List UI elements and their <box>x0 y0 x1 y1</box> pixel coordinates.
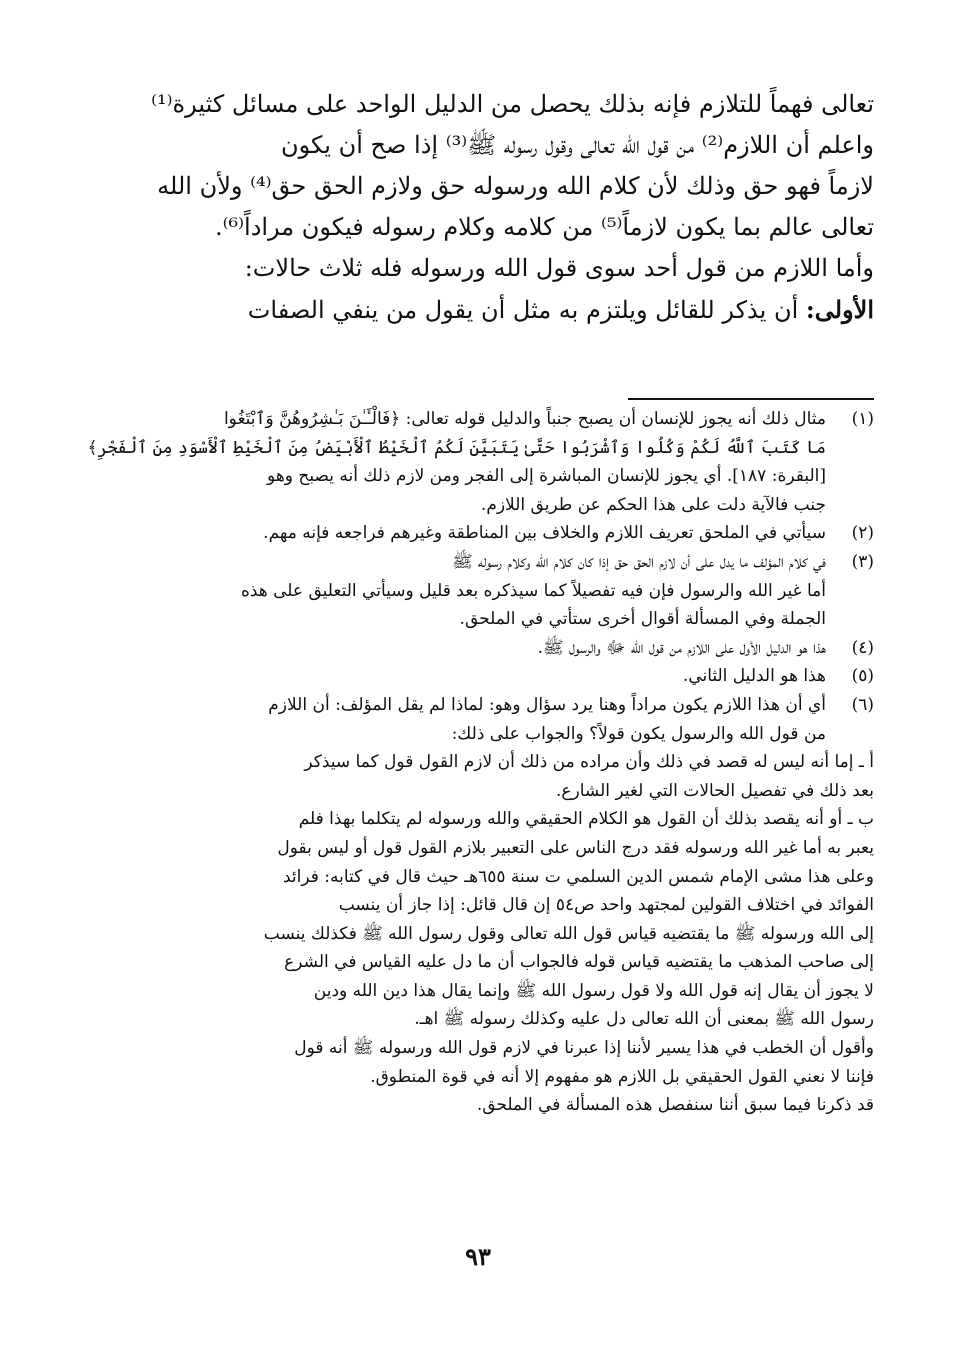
footnote-line: وعلى هذا مشى الإمام شمس الدين السلمي ت سنة ٦٥٥هـ حيث قال في كتابه: فرائد <box>282 866 874 887</box>
footnote <box>114 691 874 748</box>
footnote-divider <box>628 398 874 400</box>
footnote-line: في كلام المؤلف ما يدل على أن لازم الحق حق إذا كان كلام الله وكلام رسوله ﷺ <box>452 551 826 572</box>
footnote-line: قد ذكرنا فيما سبق أننا سنفصل هذه المسألة في الملحق. <box>476 1095 874 1116</box>
footnote <box>114 662 874 691</box>
footnote-number: (٦) <box>851 694 874 715</box>
footnote-number: (٥) <box>851 666 874 687</box>
footnote-continuation <box>114 748 874 1120</box>
body-line: تعالى فهماً للتلازم فإنه بذلك يحصل من الدليل الواحد على مسائل كثيرة⁽¹⁾ <box>151 90 874 118</box>
body-line: تعالى عالم بما يكون لازماً⁽⁵⁾ من كلامه وكلام رسوله فيكون مراداً⁽⁶⁾. <box>214 213 874 241</box>
footnote <box>87 405 874 519</box>
footnote-line: هذا هو الدليل الأول على اللازم من قول الله ﷻ والرسول ﷺ. <box>537 637 826 658</box>
footnote-line: الفوائد في اختلاف القولين لمجتهد واحد ص٥٤ إن قال قائل: إذا جاز أن ينسب <box>338 895 874 916</box>
footnote-line: ب ـ أو أنه يقصد بذلك أن القول هو الكلام الحقيقي والله ورسوله لم يتكلما بهذا فلم <box>298 809 874 830</box>
footnote-line: أ ـ إما أنه ليس له قصد في ذلك وأن مراده من ذلك أن لازم القول قول كما سيذكر <box>304 752 874 773</box>
footnote-line: جنب فالآية دلت على هذا الحكم عن طريق اللازم. <box>480 494 826 515</box>
footnote-line: أي أن هذا اللازم يكون مراداً وهنا يرد سؤال وهو: لماذا لم يقل المؤلف: أن اللازم <box>268 694 826 715</box>
footnote-line: أما غير الله والرسول فإن فيه تفصيلاً كما سيذكره بعد قليل وسيأتي التعليق على هذه <box>240 580 826 601</box>
footnote-number: (٢) <box>851 523 874 544</box>
footnotes <box>87 405 874 1120</box>
footnote-line: لا يجوز أن يقال إنه قول الله ولا قول رسول الله ﷺ وإنما يقال هذا دين الله ودين <box>313 980 874 1001</box>
footnote-number: (٤) <box>851 637 874 658</box>
footnote-number: (١) <box>851 409 874 429</box>
footnote-line: يعبر به أما غير الله ورسوله فقد درج الناس على التعبير بلازم القول قول أو ليس بقول <box>277 837 874 858</box>
footnote <box>114 634 874 663</box>
footnote-line: إلى صاحب المذهب ما يقتضيه قياس قوله فالجواب أن ما دل عليه القياس في الشرع <box>284 952 874 973</box>
footnote-line: مَا كَتَبَ ٱللَّهُ لَكُمْ وَكُلُوا وَٱشْرَبُوا حَتَّىٰ يَتَبَيَّنَ لَكُمُ ٱلْخَيْطُ ٱلْأَبْيَضُ مِنَ ٱلْخَيْطِ ٱلْأَسْوَدِ مِنَ ٱلْفَجْرِ﴾ <box>87 437 826 458</box>
footnote <box>114 548 874 634</box>
footnote-line: [البقرة: ١٨٧]. أي يجوز للإنسان المباشرة إلى الفجر ومن لازم ذلك أنه يصبح وهو <box>267 466 826 487</box>
footnote-line: سيأتي في الملحق تعريف اللازم والخلاف بين المناطقة وغيرهم فراجعه فإنه مهم. <box>263 523 826 544</box>
footnote <box>114 519 874 548</box>
footnote-line: فإننا لا نعني القول الحقيقي بل اللازم هو مفهوم إلا أنه في قوة المنطوق. <box>370 1066 874 1087</box>
body-line <box>114 289 874 331</box>
body-line: وأما اللازم من قول أحد سوى قول الله ورسوله فله ثلاث حالات: <box>244 254 874 282</box>
section-heading: الأولى: <box>805 295 874 324</box>
body-line-rest: أن يذكر للقائل ويلتزم به مثل أن يقول من ينفي الصفات <box>247 296 806 324</box>
footnote-line: الجملة وفي المسألة أقوال أخرى ستأتي في الملحق. <box>459 609 826 630</box>
footnote-line: بعد ذلك في تفصيل الحالات التي لغير الشارع. <box>556 780 874 801</box>
footnote-line: هذا هو الدليل الثاني. <box>682 666 826 687</box>
footnote-line: رسول الله ﷺ بمعنى أن الله تعالى دل عليه وكذلك رسوله ﷺ اهـ. <box>414 1009 874 1030</box>
footnote-line: وأقول أن الخطب في هذا يسير لأننا إذا عبرنا في لازم قول الله ورسوله ﷺ أنه قول <box>294 1038 874 1059</box>
footnote-line: إلى الله ورسوله ﷺ ما يقتضيه قياس قول الله تعالى وقول رسول الله ﷺ فكذلك ينسب <box>263 923 874 944</box>
page-number: ٩٣ <box>465 1242 491 1271</box>
body-line: واعلم أن اللازم⁽²⁾ من قول الله تعالى وقول رسوله ﷺ⁽³⁾ إذا صح أن يكون <box>281 131 874 159</box>
footnote-line: مثال ذلك أنه يجوز للإنسان أن يصبح جنباً والدليل قوله تعالى: ﴿فَالْـَٔـٰنَ بَـٰشِرُوهُنَّ وَٱبْتَغُوا <box>223 409 826 429</box>
footnote-number: (٣) <box>851 551 874 572</box>
footnote-line: من قول الله والرسول يكون قولاً؟ والجواب على ذلك: <box>451 723 826 744</box>
main-text <box>114 84 874 331</box>
body-line: لازماً فهو حق وذلك لأن كلام الله ورسوله حق ولازم الحق حق⁽⁴⁾ ولأن الله <box>157 172 874 200</box>
